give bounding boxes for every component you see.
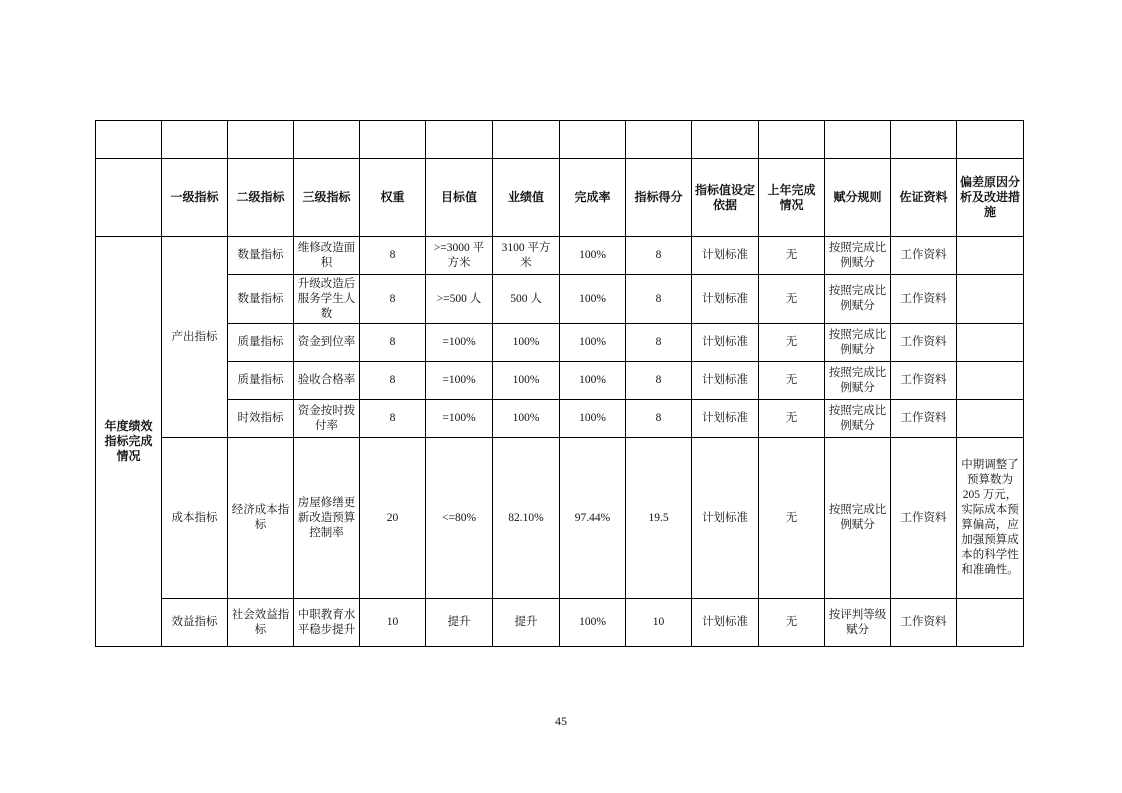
- cell-evidence: 工作资料: [891, 237, 957, 275]
- header-basis: 指标值设定依据: [692, 159, 759, 237]
- cell-evidence: 工作资料: [891, 438, 957, 599]
- cell-level2: 社会效益指标: [228, 599, 294, 647]
- header-rate: 完成率: [560, 159, 626, 237]
- cell-target: =100%: [426, 362, 493, 400]
- cell-deviation: [957, 400, 1024, 438]
- cell-last-year: 无: [759, 237, 825, 275]
- group-output: 产出指标: [162, 237, 228, 438]
- cell-actual: 3100 平方米: [493, 237, 560, 275]
- cell-deviation: [957, 324, 1024, 362]
- table-row: [96, 599, 1024, 647]
- cell-score: 8: [626, 237, 692, 275]
- cell-target: =100%: [426, 400, 493, 438]
- cell-level3: 维修改造面积: [294, 237, 360, 275]
- cell-weight: 20: [360, 438, 426, 599]
- cell-rate: 100%: [560, 400, 626, 438]
- header-score: 指标得分: [626, 159, 692, 237]
- page-number: 45: [555, 714, 567, 728]
- cell-level2: 时效指标: [228, 400, 294, 438]
- cell-actual: 100%: [493, 362, 560, 400]
- table-row: [96, 362, 1024, 400]
- cell-actual: 82.10%: [493, 438, 560, 599]
- cell-rate: 100%: [560, 362, 626, 400]
- cell-last-year: 无: [759, 275, 825, 324]
- table-row: [96, 237, 1024, 275]
- cell-rule: 按照完成比例赋分: [825, 400, 891, 438]
- cell-rule: 按评判等级赋分: [825, 599, 891, 647]
- cell-level2: 质量指标: [228, 324, 294, 362]
- cell-rate: 100%: [560, 599, 626, 647]
- cell-weight: 8: [360, 324, 426, 362]
- cell-rate: 100%: [560, 275, 626, 324]
- cell-rate: 97.44%: [560, 438, 626, 599]
- cell-evidence: 工作资料: [891, 599, 957, 647]
- header-level2: 二级指标: [228, 159, 294, 237]
- cell-evidence: 工作资料: [891, 362, 957, 400]
- cell-rule: 按照完成比例赋分: [825, 362, 891, 400]
- table-row: [96, 438, 1024, 599]
- header-evidence: 佐证资料: [891, 159, 957, 237]
- table-row: [96, 324, 1024, 362]
- cell-evidence: 工作资料: [891, 324, 957, 362]
- cell-basis: 计划标准: [692, 400, 759, 438]
- cell-weight: 8: [360, 275, 426, 324]
- cell-deviation: [957, 362, 1024, 400]
- cell-deviation: 中期调整了预算数为 205 万元，实际成本预算偏高，应加强预算成本的科学性和准确性。: [957, 438, 1024, 599]
- cell-level2: 质量指标: [228, 362, 294, 400]
- cell-weight: 8: [360, 237, 426, 275]
- cell-level2: 数量指标: [228, 237, 294, 275]
- header-actual: 业绩值: [493, 159, 560, 237]
- cell-level2: 数量指标: [228, 275, 294, 324]
- blank-top-row: [96, 121, 1024, 159]
- cell-target: >=500 人: [426, 275, 493, 324]
- cell-weight: 8: [360, 362, 426, 400]
- performance-table: [95, 120, 1024, 647]
- cell-basis: 计划标准: [692, 362, 759, 400]
- header-rule: 赋分规则: [825, 159, 891, 237]
- cell-score: 8: [626, 362, 692, 400]
- table-row: [96, 275, 1024, 324]
- cell-actual: 100%: [493, 400, 560, 438]
- cell-deviation: [957, 599, 1024, 647]
- cell-target: =100%: [426, 324, 493, 362]
- cell-rate: 100%: [560, 324, 626, 362]
- cell-deviation: [957, 237, 1024, 275]
- cell-evidence: 工作资料: [891, 400, 957, 438]
- cell-level3: 房屋修缮更新改造预算控制率: [294, 438, 360, 599]
- cell-weight: 8: [360, 400, 426, 438]
- cell-evidence: 工作资料: [891, 275, 957, 324]
- cell-rate: 100%: [560, 237, 626, 275]
- cell-rule: 按照完成比例赋分: [825, 324, 891, 362]
- header-last-year: 上年完成情况: [759, 159, 825, 237]
- group-cost: 成本指标: [162, 438, 228, 599]
- group-benefit: 效益指标: [162, 599, 228, 647]
- cell-basis: 计划标准: [692, 324, 759, 362]
- cell-level3: 升级改造后服务学生人数: [294, 275, 360, 324]
- header-level3: 三级指标: [294, 159, 360, 237]
- cell-last-year: 无: [759, 362, 825, 400]
- cell-basis: 计划标准: [692, 599, 759, 647]
- cell-level3: 验收合格率: [294, 362, 360, 400]
- header-row: [96, 159, 1024, 237]
- cell-last-year: 无: [759, 400, 825, 438]
- cell-actual: 提升: [493, 599, 560, 647]
- cell-weight: 10: [360, 599, 426, 647]
- table-row: [96, 400, 1024, 438]
- cell-last-year: 无: [759, 438, 825, 599]
- cell-actual: 500 人: [493, 275, 560, 324]
- cell-score: 8: [626, 324, 692, 362]
- header-deviation: 偏差原因分析及改进措施: [957, 159, 1024, 237]
- cell-actual: 100%: [493, 324, 560, 362]
- cell-score: 10: [626, 599, 692, 647]
- cell-level2: 经济成本指标: [228, 438, 294, 599]
- header-weight: 权重: [360, 159, 426, 237]
- cell-score: 8: [626, 275, 692, 324]
- cell-target: 提升: [426, 599, 493, 647]
- section-label: 年度绩效指标完成情况: [96, 237, 162, 647]
- cell-level3: 资金到位率: [294, 324, 360, 362]
- cell-basis: 计划标准: [692, 275, 759, 324]
- cell-basis: 计划标准: [692, 237, 759, 275]
- cell-score: 8: [626, 400, 692, 438]
- cell-basis: 计划标准: [692, 438, 759, 599]
- cell-target: >=3000 平方米: [426, 237, 493, 275]
- cell-last-year: 无: [759, 599, 825, 647]
- header-level1: 一级指标: [162, 159, 228, 237]
- cell-level3: 中职教育水平稳步提升: [294, 599, 360, 647]
- cell-score: 19.5: [626, 438, 692, 599]
- cell-rule: 按照完成比例赋分: [825, 438, 891, 599]
- header-target: 目标值: [426, 159, 493, 237]
- cell-rule: 按照完成比例赋分: [825, 237, 891, 275]
- cell-target: <=80%: [426, 438, 493, 599]
- cell-deviation: [957, 275, 1024, 324]
- cell-last-year: 无: [759, 324, 825, 362]
- cell-rule: 按照完成比例赋分: [825, 275, 891, 324]
- cell-level3: 资金按时拨付率: [294, 400, 360, 438]
